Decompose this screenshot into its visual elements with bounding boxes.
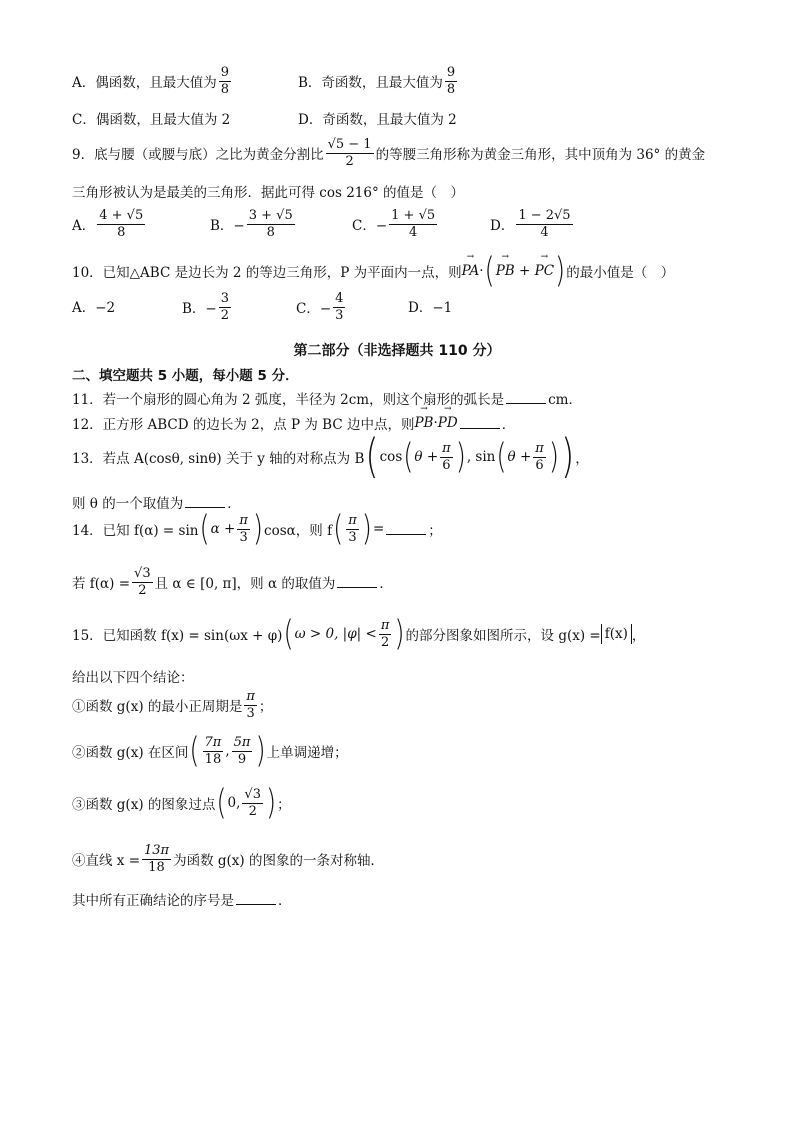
vector-pc: → PC (535, 263, 554, 279)
q14-line-2: 若 f(α) = $\frac{√3}{2}$ 且 α ∈ [0, π]，则 α 的取值为 ． (72, 566, 393, 598)
q13-line-2: 则 θ 的一个取值为 ． (72, 496, 241, 512)
q12-line: 12．正方形 ABCD 的边长为 2，点 P 为 BC 边中点，则 → PB · → PD ． (72, 413, 515, 433)
q9-option-d: D． $\frac{1 - 2√5}{4}$ (490, 208, 571, 240)
q8-option-a-text: A．偶函数，且最大值为 (72, 75, 217, 92)
vector-pa: → PA (462, 263, 480, 279)
q14-answer-blank-1[interactable] (386, 533, 426, 535)
q15-conclusion-2: ②函数 g(x) 在区间 ( $\frac{7\pi}{18}$ , $\frac{5\pi}{9}$ ) 上单调递增； (72, 730, 348, 772)
q9-line-1: 9．底与腰（或腰与底）之比为黄金分割比 $\frac{√5 - 1}{2}$ 的等腰三角形称为黄金三角形，其中顶角为 36° 的黄金 (72, 137, 706, 169)
part2-heading: 二、填空题共 5 小题，每小题 5 分． (72, 368, 299, 384)
vector-pd: → PD (438, 415, 458, 431)
q15-conclusion-1: ①函数 g(x) 的最小正周期是 $\frac{\pi}{3}$ ； (72, 689, 273, 721)
q15-conclusion-4: ④直线 x = $\frac{13\pi}{18}$ 为函数 g(x) 的图象的一条对称轴． (72, 843, 384, 875)
q15-answer-blank[interactable] (236, 903, 276, 905)
golden-ratio-fraction: $\frac{√5 - 1}{2}$ (327, 137, 372, 169)
abs-fx: f(x) (601, 624, 632, 644)
q14-answer-blank-2[interactable] (337, 586, 377, 588)
q15-line-1: 15．已知函数 f(x) = sin(ωx + φ) ( ω > 0, |φ| < $\frac{\pi}{2}$ ) 的部分图象如图所示，设 g(x) = f(x) ， (72, 613, 646, 655)
q15-final: 其中所有正确结论的序号是 ． (72, 893, 292, 909)
q11-line: 11．若一个扇形的圆心角为 2 弧度，半径为 2cm，则这个扇形的弧长是 cm． (72, 392, 582, 408)
q15-conclusion-3: ③函数 g(x) 的图象过点 ( 0, $\frac{√3}{2}$ ) ； (72, 782, 291, 824)
q15-intro: 给出以下四个结论： (72, 670, 194, 686)
q8-option-b-text: B．奇函数，且最大值为 (298, 75, 443, 92)
q14-line-1: 14．已知 f(α) = sin ( α + $\frac{\pi}{3}$ ) cosα，则 f ( $\frac{\pi}{3}$ ) = ； (72, 508, 442, 550)
q10-option-a: A．−2 (72, 300, 116, 316)
q10-option-b: B．− $\frac{3}{2}$ (182, 291, 230, 323)
vector-pb: → PB (496, 263, 515, 279)
q8-option-a (72, 66, 233, 96)
q8-fraction: $\frac{9}{8}$ (446, 65, 456, 97)
q13-answer-blank[interactable] (185, 506, 225, 508)
q12-answer-blank[interactable] (460, 427, 500, 429)
q10-option-d: D．−1 (408, 300, 453, 316)
q8-option-d: D．奇函数，且最大值为 2 (298, 112, 457, 128)
q10-option-c: C．− $\frac{4}{3}$ (296, 291, 344, 323)
q8-fraction: $\frac{9}{8}$ (220, 65, 230, 97)
q11-answer-blank[interactable] (506, 402, 546, 404)
q13-line-1: 13．若点 A(cosθ, sinθ) 关于 y 轴的对称点为 B ( cos ( θ + $\frac{\pi}{6}$ ) , sin ( θ + $\frac{\pi}{6}$ ) ) ， (72, 430, 589, 484)
q9-line-2: 三角形被认为是最美的三角形．据此可得 cos 216° 的值是（ ） (72, 185, 465, 201)
q8-option-c: C．偶函数，且最大值为 2 (72, 112, 231, 128)
part2-title: 第二部分（非选择题共 110 分） (293, 343, 501, 359)
q9-option-b: B．− $\frac{3 + √5}{8}$ (210, 208, 293, 240)
vector-pb: → PB (414, 415, 433, 431)
q10-line: 10．已知△ABC 是边长为 2 的等边三角形，P 为平面内一点，则 → PA · ( → PB + → PC ) 的最小值是（ ） (72, 258, 674, 284)
q9-option-a: A． $\frac{4 + √5}{8}$ (72, 208, 144, 240)
q8-option-b (298, 66, 459, 96)
q9-option-c: C．− $\frac{1 + √5}{4}$ (352, 208, 436, 240)
